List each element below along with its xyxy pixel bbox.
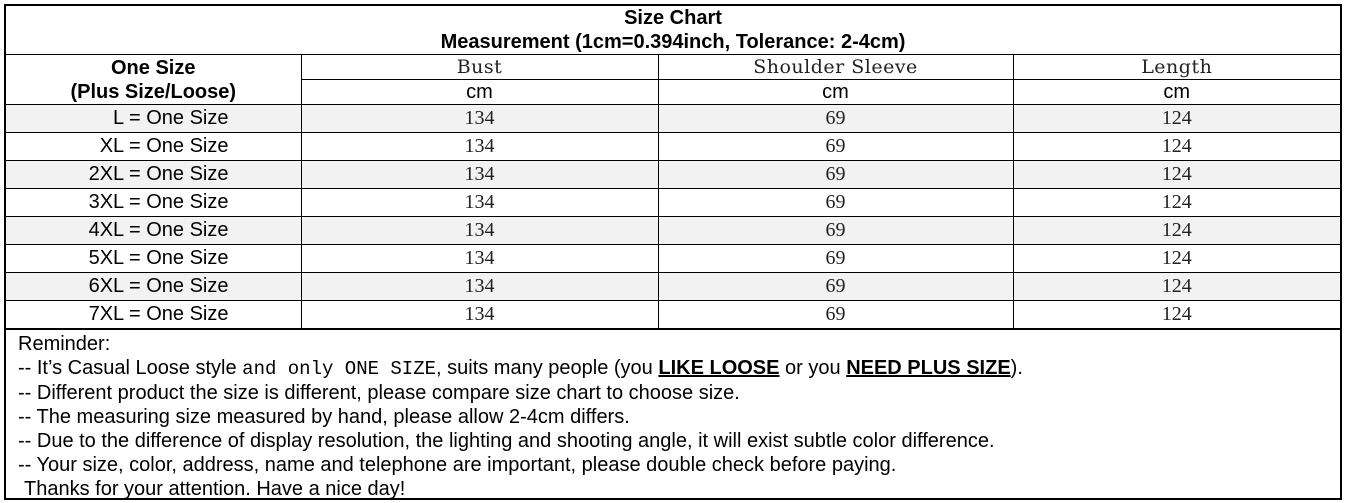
chart-title: Size Chart [624, 7, 722, 29]
unit-bust: cm [301, 80, 658, 105]
bust-value: 134 [301, 189, 658, 217]
need-plus-size-emphasis: NEED PLUS SIZE [846, 357, 1011, 379]
shoulder-sleeve-value: 69 [658, 273, 1013, 301]
reminder-line-3: -- The measuring size measured by hand, please allow 2-4cm differs. [18, 406, 630, 428]
table-row [6, 189, 1340, 217]
reminder-line-4: -- Due to the difference of display resolution, the lighting and shooting angle, it will exist subtle color difference. [18, 430, 995, 452]
size-table [6, 6, 1340, 329]
size-column-header [6, 55, 301, 105]
reminder-block [6, 329, 1340, 501]
reminder-line-1-b: and only ONE SIZE [242, 358, 437, 380]
bust-value: 134 [301, 301, 658, 329]
like-loose-emphasis: LIKE LOOSE [658, 357, 780, 379]
reminder-line-1-e: or you [779, 357, 847, 379]
reminder-line-1-g: ). [1010, 357, 1023, 379]
thanks-note: Thanks for your attention. Have a nice day! [24, 478, 406, 500]
length-value: 124 [1013, 217, 1340, 245]
table-row [6, 273, 1340, 301]
table-row [6, 133, 1340, 161]
reminder-line-1 [18, 356, 1340, 381]
table-row [6, 245, 1340, 273]
size-label: 7XL = One Size [6, 301, 301, 329]
shoulder-sleeve-value: 69 [658, 301, 1013, 329]
table-row [6, 301, 1340, 329]
size-label: 6XL = One Size [6, 273, 301, 301]
length-value: 124 [1013, 273, 1340, 301]
size-label: XL = One Size [6, 133, 301, 161]
shoulder-sleeve-value: 69 [658, 161, 1013, 189]
table-row [6, 161, 1340, 189]
size-label: 2XL = One Size [6, 161, 301, 189]
length-value: 124 [1013, 301, 1340, 329]
reminder-heading: Reminder: [18, 333, 111, 355]
table-row [6, 105, 1340, 133]
column-header-length: Length [1013, 55, 1340, 80]
chart-title-cell [6, 6, 1340, 55]
size-header-line2: (Plus Size/Loose) [70, 80, 237, 103]
column-header-shoulder-sleeve: Shoulder Sleeve [658, 55, 1013, 80]
table-row [6, 217, 1340, 245]
reminder-line-5: -- Your size, color, address, name and telephone are important, please double check before paying. [18, 454, 897, 476]
length-value: 124 [1013, 245, 1340, 273]
reminder-line-2: -- Different product the size is different, please compare size chart to choose size. [18, 382, 740, 404]
size-label: 4XL = One Size [6, 217, 301, 245]
chart-subtitle: Measurement (1cm=0.394inch, Tolerance: 2-4cm) [440, 31, 906, 53]
bust-value: 134 [301, 273, 658, 301]
reminder-line-1-c: , suits many people (you [436, 357, 659, 379]
bust-value: 134 [301, 161, 658, 189]
size-label: 5XL = One Size [6, 245, 301, 273]
length-value: 124 [1013, 189, 1340, 217]
size-label: 3XL = One Size [6, 189, 301, 217]
size-label: L = One Size [6, 105, 301, 133]
bust-value: 134 [301, 105, 658, 133]
length-value: 124 [1013, 105, 1340, 133]
shoulder-sleeve-value: 69 [658, 133, 1013, 161]
shoulder-sleeve-value: 69 [658, 245, 1013, 273]
bust-value: 134 [301, 217, 658, 245]
length-value: 124 [1013, 161, 1340, 189]
length-value: 124 [1013, 133, 1340, 161]
bust-value: 134 [301, 133, 658, 161]
reminder-line-1-a: -- It’s Casual Loose style [18, 357, 243, 379]
shoulder-sleeve-value: 69 [658, 189, 1013, 217]
shoulder-sleeve-value: 69 [658, 105, 1013, 133]
size-chart [4, 4, 1342, 500]
size-header-line1: One Size [111, 56, 196, 79]
column-header-bust: Bust [301, 55, 658, 80]
bust-value: 134 [301, 245, 658, 273]
shoulder-sleeve-value: 69 [658, 217, 1013, 245]
unit-shoulder-sleeve: cm [658, 80, 1013, 105]
unit-length: cm [1013, 80, 1340, 105]
